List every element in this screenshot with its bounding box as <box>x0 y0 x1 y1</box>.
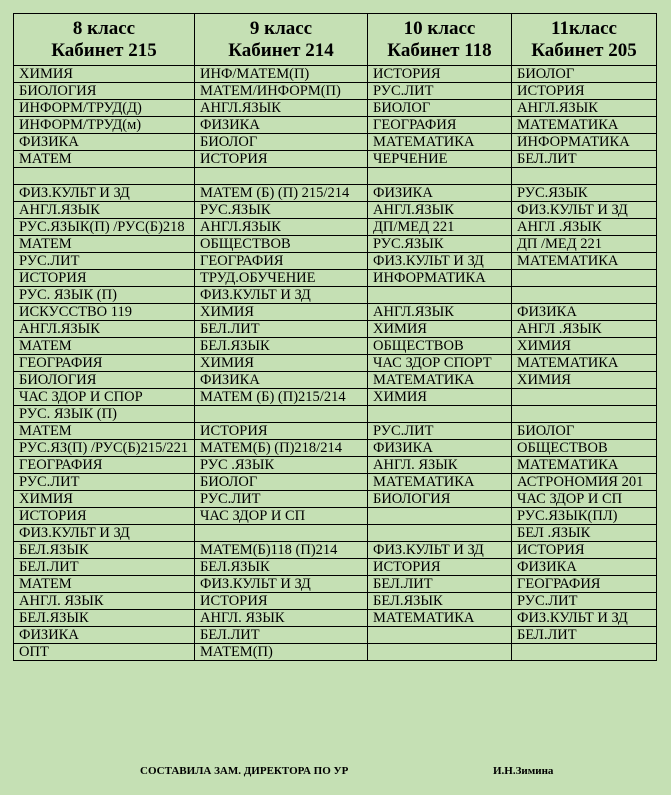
table-row <box>14 644 657 661</box>
lesson-cell: РУС.ЛИТ <box>368 83 512 100</box>
lesson-cell: БЕЛ .ЯЗЫК <box>512 525 657 542</box>
class-name: 8 класс <box>72 17 136 39</box>
table-row <box>14 202 657 219</box>
lesson-cell: МАТЕМАТИКА <box>512 117 657 134</box>
lesson-cell: АНГЛ.ЯЗЫК <box>368 202 512 219</box>
lesson-cell <box>368 168 512 185</box>
lesson-cell: БЕЛ.ЛИТ <box>195 321 368 338</box>
schedule-body <box>14 66 657 661</box>
lesson-cell: ЧЕРЧЕНИЕ <box>368 151 512 168</box>
table-row <box>14 593 657 610</box>
lesson-cell <box>368 287 512 304</box>
lesson-cell: МАТЕМ <box>14 236 195 253</box>
lesson-cell <box>512 406 657 423</box>
lesson-cell: ФИЗ.КУЛЬТ И ЗД <box>14 185 195 202</box>
lesson-cell: ХИМИЯ <box>14 66 195 83</box>
table-row <box>14 440 657 457</box>
footer-author-title: СОСТАВИЛА ЗАМ. ДИРЕКТОРА ПО УР <box>140 765 349 777</box>
lesson-cell: РУС.ЯЗЫК <box>368 236 512 253</box>
lesson-cell <box>512 168 657 185</box>
lesson-cell <box>195 406 368 423</box>
table-row <box>14 253 657 270</box>
lesson-cell <box>512 644 657 661</box>
lesson-cell: ГЕОГРАФИЯ <box>14 457 195 474</box>
table-row <box>14 423 657 440</box>
table-row <box>14 270 657 287</box>
header-class-9 <box>195 14 368 66</box>
lesson-cell <box>368 406 512 423</box>
header-class-8 <box>14 14 195 66</box>
schedule-table <box>13 13 657 661</box>
table-row <box>14 321 657 338</box>
lesson-cell: ХИМИЯ <box>512 372 657 389</box>
lesson-cell: ИСТОРИЯ <box>195 151 368 168</box>
lesson-cell: ФИЗ.КУЛЬТ И ЗД <box>195 576 368 593</box>
lesson-cell: БЕЛ.ЯЗЫК <box>14 610 195 627</box>
lesson-cell <box>512 287 657 304</box>
lesson-cell: АНГЛ. ЯЗЫК <box>195 610 368 627</box>
table-row <box>14 66 657 83</box>
lesson-cell: БЕЛ.ЛИТ <box>512 151 657 168</box>
lesson-cell: МАТЕМАТИКА <box>512 457 657 474</box>
lesson-cell: ФИЗ.КУЛЬТ И ЗД <box>14 525 195 542</box>
lesson-cell: ИСТОРИЯ <box>368 559 512 576</box>
lesson-cell <box>368 627 512 644</box>
header-class-11 <box>512 14 657 66</box>
lesson-cell: ИСТОРИЯ <box>195 593 368 610</box>
lesson-cell: МАТЕМ <box>14 576 195 593</box>
lesson-cell: РУС.ЯЗЫК <box>195 202 368 219</box>
lesson-cell: ОБЩЕСТВОВ <box>512 440 657 457</box>
lesson-cell: ФИЗ.КУЛЬТ И ЗД <box>512 610 657 627</box>
lesson-cell: АНГЛ.ЯЗЫК <box>512 100 657 117</box>
lesson-cell <box>512 389 657 406</box>
table-row <box>14 134 657 151</box>
table-row <box>14 304 657 321</box>
lesson-cell: БЕЛ.ЛИТ <box>14 559 195 576</box>
lesson-cell: ИНФ/МАТЕМ(П) <box>195 66 368 83</box>
lesson-cell: ИНФОРМАТИКА <box>368 270 512 287</box>
lesson-cell: ИНФОРМ/ТРУД(м) <box>14 117 195 134</box>
lesson-cell: РУС.ЯЗ(П) /РУС(Б)215/221 <box>14 440 195 457</box>
lesson-cell: БЕЛ.ЛИТ <box>195 627 368 644</box>
lesson-cell: ОБЩЕСТВОВ <box>368 338 512 355</box>
table-row <box>14 406 657 423</box>
lesson-cell: ИНФОРМ/ТРУД(Д) <box>14 100 195 117</box>
table-row <box>14 610 657 627</box>
room-name: Кабинет 205 <box>531 39 637 61</box>
lesson-cell: МАТЕМ (Б) (П)215/214 <box>195 389 368 406</box>
lesson-cell: ФИЗИКА <box>195 117 368 134</box>
room-name: Кабинет 118 <box>387 39 492 61</box>
table-row <box>14 151 657 168</box>
lesson-cell: МАТЕМ <box>14 151 195 168</box>
lesson-cell: ГЕОГРАФИЯ <box>368 117 512 134</box>
lesson-cell: ФИЗИКА <box>368 440 512 457</box>
table-row <box>14 185 657 202</box>
lesson-cell: ФИЗИКА <box>14 134 195 151</box>
lesson-cell: ИСКУССТВО 119 <box>14 304 195 321</box>
lesson-cell: ОБЩЕСТВОВ <box>195 236 368 253</box>
table-row <box>14 338 657 355</box>
lesson-cell: МАТЕМ/ИНФОРМ(П) <box>195 83 368 100</box>
lesson-cell: РУС.ЛИТ <box>14 253 195 270</box>
lesson-cell: БИОЛОГ <box>195 134 368 151</box>
lesson-cell: ИСТОРИЯ <box>368 66 512 83</box>
class-name: 10 класс <box>403 17 476 39</box>
lesson-cell: РУС.ЯЗЫК(ПЛ) <box>512 508 657 525</box>
lesson-cell: БЕЛ.ЛИТ <box>512 627 657 644</box>
lesson-cell: АНГЛ.ЯЗЫК <box>368 304 512 321</box>
lesson-cell: РУС.ЯЗЫК <box>512 185 657 202</box>
lesson-cell: ИНФОРМАТИКА <box>512 134 657 151</box>
lesson-cell: ТРУД.ОБУЧЕНИЕ <box>195 270 368 287</box>
lesson-cell: БИОЛОГИЯ <box>14 83 195 100</box>
lesson-cell: БЕЛ.ЯЗЫК <box>195 559 368 576</box>
lesson-cell: ГЕОГРАФИЯ <box>14 355 195 372</box>
lesson-cell: ИСТОРИЯ <box>14 270 195 287</box>
lesson-cell: РУС. ЯЗЫК (П) <box>14 287 195 304</box>
lesson-cell <box>195 525 368 542</box>
lesson-cell: ГЕОГРАФИЯ <box>512 576 657 593</box>
lesson-cell: ОПТ <box>14 644 195 661</box>
lesson-cell: ФИЗ.КУЛЬТ И ЗД <box>195 287 368 304</box>
table-row <box>14 83 657 100</box>
lesson-cell: ХИМИЯ <box>14 491 195 508</box>
lesson-cell <box>195 168 368 185</box>
lesson-cell: РУС.ЛИТ <box>14 474 195 491</box>
table-row <box>14 168 657 185</box>
table-row <box>14 542 657 559</box>
lesson-cell: АНГЛ.ЯЗЫК <box>14 321 195 338</box>
lesson-cell: ФИЗИКА <box>368 185 512 202</box>
lesson-cell: АНГЛ.ЯЗЫК <box>14 202 195 219</box>
room-name: Кабинет 215 <box>51 39 157 61</box>
lesson-cell: ХИМИЯ <box>195 304 368 321</box>
lesson-cell: АНГЛ.ЯЗЫК <box>195 100 368 117</box>
lesson-cell: МАТЕМ <box>14 423 195 440</box>
lesson-cell: РУС.ЛИТ <box>195 491 368 508</box>
lesson-cell: БЕЛ.ЯЗЫК <box>368 593 512 610</box>
lesson-cell: ДП /МЕД 221 <box>512 236 657 253</box>
lesson-cell: МАТЕМ(Б) (П)218/214 <box>195 440 368 457</box>
lesson-cell: МАТЕМ(Б)118 (П)214 <box>195 542 368 559</box>
lesson-cell: ФИЗ.КУЛЬТ И ЗД <box>368 542 512 559</box>
class-name: 11класс <box>551 17 617 39</box>
table-row <box>14 508 657 525</box>
lesson-cell: ФИЗ.КУЛЬТ И ЗД <box>368 253 512 270</box>
table-row <box>14 355 657 372</box>
header-class-10 <box>368 14 512 66</box>
lesson-cell: АНГЛ .ЯЗЫК <box>512 219 657 236</box>
table-row <box>14 525 657 542</box>
lesson-cell: ХИМИЯ <box>368 321 512 338</box>
table-row <box>14 236 657 253</box>
lesson-cell: РУС.ЛИТ <box>368 423 512 440</box>
lesson-cell: ЧАС ЗДОР И СП <box>512 491 657 508</box>
lesson-cell: МАТЕМАТИКА <box>368 134 512 151</box>
lesson-cell: ЧАС ЗДОР И СПОР <box>14 389 195 406</box>
lesson-cell <box>368 508 512 525</box>
lesson-cell: РУС.ЯЗЫК(П) /РУС(Б)218 <box>14 219 195 236</box>
lesson-cell: ФИЗИКА <box>512 304 657 321</box>
lesson-cell: ФИЗИКА <box>512 559 657 576</box>
lesson-cell: МАТЕМАТИКА <box>368 372 512 389</box>
table-row <box>14 474 657 491</box>
table-row <box>14 389 657 406</box>
footer-author-name: И.Н.Зимина <box>493 765 554 777</box>
lesson-cell: ХИМИЯ <box>512 338 657 355</box>
lesson-cell: ХИМИЯ <box>368 389 512 406</box>
class-name: 9 класс <box>249 17 313 39</box>
table-row <box>14 117 657 134</box>
lesson-cell: ЧАС ЗДОР СПОРТ <box>368 355 512 372</box>
lesson-cell: МАТЕМАТИКА <box>512 355 657 372</box>
lesson-cell: ФИЗ.КУЛЬТ И ЗД <box>512 202 657 219</box>
lesson-cell: ИСТОРИЯ <box>512 542 657 559</box>
lesson-cell: РУС. ЯЗЫК (П) <box>14 406 195 423</box>
lesson-cell: БИОЛОГИЯ <box>368 491 512 508</box>
table-row <box>14 100 657 117</box>
lesson-cell: ХИМИЯ <box>195 355 368 372</box>
room-name: Кабинет 214 <box>228 39 334 61</box>
lesson-cell: АСТРОНОМИЯ 201 <box>512 474 657 491</box>
lesson-cell: ЧАС ЗДОР И СП <box>195 508 368 525</box>
lesson-cell: МАТЕМАТИКА <box>512 253 657 270</box>
lesson-cell: БИОЛОГ <box>195 474 368 491</box>
header-row <box>14 14 657 66</box>
lesson-cell: ФИЗИКА <box>195 372 368 389</box>
table-row <box>14 559 657 576</box>
lesson-cell <box>368 525 512 542</box>
table-row <box>14 576 657 593</box>
lesson-cell: БИОЛОГ <box>368 100 512 117</box>
lesson-cell: ДП/МЕД 221 <box>368 219 512 236</box>
lesson-cell: МАТЕМ <box>14 338 195 355</box>
lesson-cell <box>512 270 657 287</box>
lesson-cell: МАТЕМАТИКА <box>368 610 512 627</box>
lesson-cell: ФИЗИКА <box>14 627 195 644</box>
lesson-cell: БЕЛ.ЛИТ <box>368 576 512 593</box>
lesson-cell: БЕЛ.ЯЗЫК <box>195 338 368 355</box>
lesson-cell: АНГЛ. ЯЗЫК <box>14 593 195 610</box>
lesson-cell: МАТЕМАТИКА <box>368 474 512 491</box>
lesson-cell: БИОЛОГИЯ <box>14 372 195 389</box>
table-row <box>14 372 657 389</box>
lesson-cell: ИСТОРИЯ <box>14 508 195 525</box>
lesson-cell: БИОЛОГ <box>512 423 657 440</box>
lesson-cell: ИСТОРИЯ <box>195 423 368 440</box>
lesson-cell: ИСТОРИЯ <box>512 83 657 100</box>
lesson-cell: БЕЛ.ЯЗЫК <box>14 542 195 559</box>
lesson-cell: РУС .ЯЗЫК <box>195 457 368 474</box>
lesson-cell: БИОЛОГ <box>512 66 657 83</box>
lesson-cell <box>14 168 195 185</box>
lesson-cell: МАТЕМ (Б) (П) 215/214 <box>195 185 368 202</box>
table-row <box>14 627 657 644</box>
lesson-cell: АНГЛ. ЯЗЫК <box>368 457 512 474</box>
table-row <box>14 491 657 508</box>
lesson-cell: ГЕОГРАФИЯ <box>195 253 368 270</box>
table-row <box>14 219 657 236</box>
table-row <box>14 457 657 474</box>
lesson-cell: АНГЛ.ЯЗЫК <box>195 219 368 236</box>
lesson-cell <box>368 644 512 661</box>
lesson-cell: АНГЛ .ЯЗЫК <box>512 321 657 338</box>
table-row <box>14 287 657 304</box>
lesson-cell: РУС.ЛИТ <box>512 593 657 610</box>
lesson-cell: МАТЕМ(П) <box>195 644 368 661</box>
